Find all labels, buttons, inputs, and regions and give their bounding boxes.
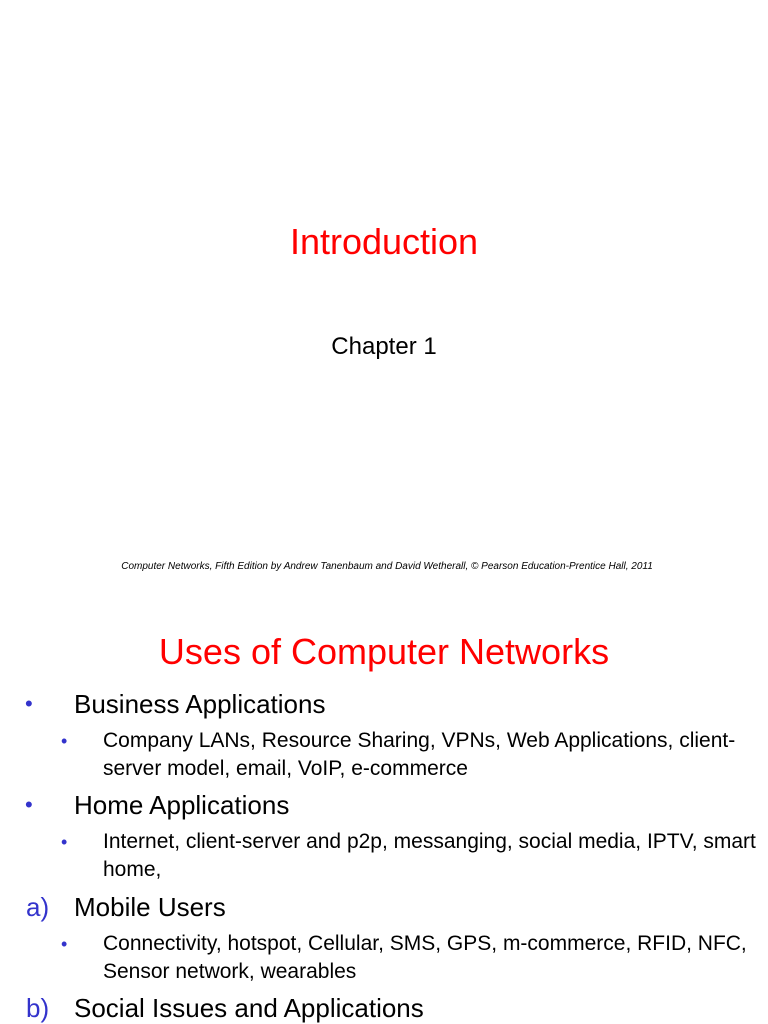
list-item-label: Mobile Users	[74, 892, 226, 922]
sub-item-text: Connectivity, hotspot, Cellular, SMS, GPS, m-commerce, RFID, NFC, Sensor network, wearables	[103, 932, 747, 983]
slide-footer-citation: Computer Networks, Fifth Edition by Andrew Tanenbaum and David Wetherall, © Pearson Education-Prentice Hall, 2011	[121, 561, 653, 572]
slide-title-heading: Introduction	[289, 221, 479, 262]
bullet-icon: •	[61, 832, 68, 852]
slide-subtitle: Chapter 1	[331, 333, 437, 360]
list-item-label: Social Issues and Applications	[74, 993, 424, 1023]
list-item-label: Home Applications	[74, 790, 290, 820]
slide-uses-heading: Uses of Computer Networks	[158, 631, 610, 672]
bullet-icon: •	[25, 792, 33, 817]
sub-item-text: Internet, client-server and p2p, messanging, social media, IPTV, smart home,	[103, 830, 756, 881]
slide-uses	[0, 600, 768, 1024]
list-marker: a)	[26, 892, 50, 922]
bullet-icon: •	[61, 731, 68, 751]
list-item-label: Business Applications	[74, 689, 326, 719]
sub-item-text: Company LANs, Resource Sharing, VPNs, Web Applications, client-server model, email, VoIP, e-commerce	[103, 729, 736, 780]
bullet-icon: •	[25, 691, 33, 716]
bullet-icon: •	[61, 934, 68, 954]
list-marker: b)	[26, 993, 50, 1023]
